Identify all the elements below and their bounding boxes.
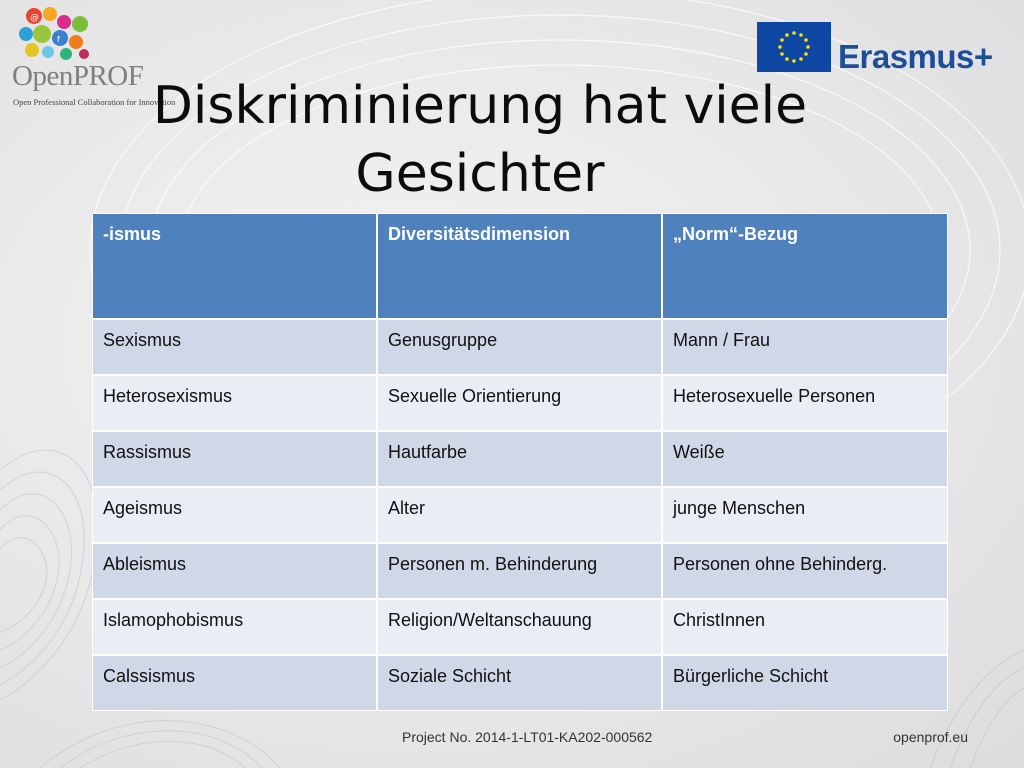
table-cell: Personen ohne Behinderg. xyxy=(662,543,948,599)
table-cell: Islamophobismus xyxy=(92,599,377,655)
table-row xyxy=(92,655,948,711)
title-line-1: Diskriminierung hat viele xyxy=(152,76,808,136)
table-cell: Weiße xyxy=(662,431,948,487)
table-row xyxy=(92,487,948,543)
table-cell: Personen m. Behinderung xyxy=(377,543,662,599)
table-row xyxy=(92,375,948,431)
table-cell: Heterosexuelle Personen xyxy=(662,375,948,431)
column-header-diversity-dimension: Diversitätsdimension xyxy=(377,213,662,319)
table-cell: Soziale Schicht xyxy=(377,655,662,711)
table-cell: Heterosexismus xyxy=(92,375,377,431)
eu-flag-icon xyxy=(757,22,831,72)
footer-project-number: Project No. 2014-1-LT01-KA202-000562 xyxy=(402,729,653,745)
table-row xyxy=(92,431,948,487)
column-header-norm-reference: „Norm“-Bezug xyxy=(662,213,948,319)
table-cell: Hautfarbe xyxy=(377,431,662,487)
table-cell: Alter xyxy=(377,487,662,543)
table-cell: Ableismus xyxy=(92,543,377,599)
title-line-2: Gesichter xyxy=(355,144,605,204)
table-cell: Rassismus xyxy=(92,431,377,487)
table-cell: Sexismus xyxy=(92,319,377,375)
table-row xyxy=(92,319,948,375)
discrimination-table xyxy=(92,213,948,711)
slide-title xyxy=(110,72,850,208)
table-row xyxy=(92,599,948,655)
table-cell: junge Menschen xyxy=(662,487,948,543)
table-cell: Sexuelle Orientierung xyxy=(377,375,662,431)
table-header-row xyxy=(92,213,948,319)
social-icons-cluster-icon xyxy=(14,4,94,64)
footer-website-link[interactable]: openprof.eu xyxy=(893,729,968,745)
table-cell: Genusgruppe xyxy=(377,319,662,375)
table-cell: Calssismus xyxy=(92,655,377,711)
table-cell: ChristInnen xyxy=(662,599,948,655)
logo-tagline: Open Professional Collaboration for Innovation xyxy=(13,97,176,107)
logo-name: OpenPROF xyxy=(12,60,144,92)
table-cell: Ageismus xyxy=(92,487,377,543)
table-row xyxy=(92,543,948,599)
table-cell: Religion/Weltanschauung xyxy=(377,599,662,655)
table-cell: Mann / Frau xyxy=(662,319,948,375)
table-cell: Bürgerliche Schicht xyxy=(662,655,948,711)
erasmus-plus-logo: Erasmus+ xyxy=(838,38,993,75)
column-header-ismus: -ismus xyxy=(92,213,377,319)
svg-text:f: f xyxy=(57,35,60,44)
svg-text:@: @ xyxy=(30,13,39,23)
